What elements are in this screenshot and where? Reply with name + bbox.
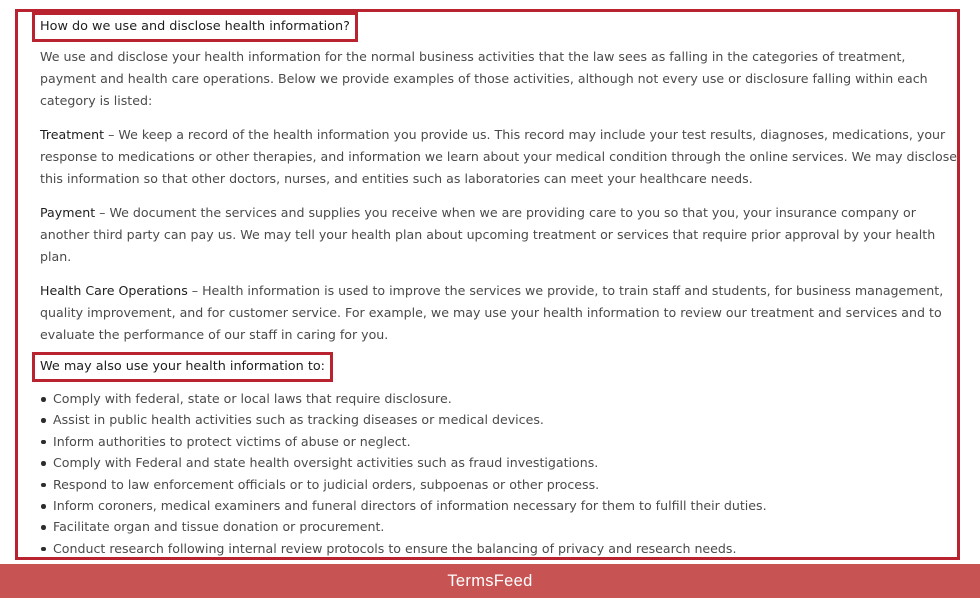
section-heading-use-disclose: How do we use and disclose health information? xyxy=(32,12,358,42)
list-item: Facilitate organ and tissue donation or procurement. xyxy=(53,516,960,537)
list-item: Comply with federal, state or local laws that require disclosure. xyxy=(53,388,960,409)
list-item: Inform authorities to protect victims of abuse or neglect. xyxy=(53,431,960,452)
section-heading-other-uses: We may also use your health information to: xyxy=(32,352,333,382)
list-item: Conduct research following internal review protocols to ensure the balancing of privacy and research needs. xyxy=(53,538,960,559)
payment-term: Payment xyxy=(40,205,96,220)
brand-name: TermsFeed xyxy=(447,572,533,590)
list-item: Inform coroners, medical examiners and funeral directors of information necessary for them to fulfill their duties. xyxy=(53,495,960,516)
brand-footer xyxy=(0,564,980,598)
operations-text: – Health information is used to improve the services we provide, to train staff and students, for business management, quality improvement, and for customer service. For example, we may use your health information to review our treatment and services and to evaluate the performance of our staff in caring for you. xyxy=(40,283,944,342)
payment-paragraph xyxy=(40,202,960,268)
list-item: Assist in public health activities such as tracking diseases or medical devices. xyxy=(53,409,960,430)
operations-term: Health Care Operations xyxy=(40,283,188,298)
intro-paragraph: We use and disclose your health information for the normal business activities that the law sees as falling in the categories of treatment, payment and health care operations. Below we provide examples of those activities, although not every use or disclosure falling within each category is listed: xyxy=(40,49,928,108)
payment-text: – We document the services and supplies you receive when we are providing care to you so that you, your insurance company or another third party can pay us. We may tell your health plan about upcoming treatment or services that require prior approval by your health plan. xyxy=(40,205,936,264)
treatment-term: Treatment xyxy=(40,127,105,142)
other-uses-list xyxy=(40,388,960,559)
treatment-paragraph xyxy=(40,124,960,190)
list-item: Comply with Federal and state health oversight activities such as fraud investigations. xyxy=(53,452,960,473)
list-item: Respond to law enforcement officials or to judicial orders, subpoenas or other process. xyxy=(53,474,960,495)
operations-paragraph xyxy=(40,280,960,346)
policy-content xyxy=(40,12,960,559)
treatment-text: – We keep a record of the health information you provide us. This record may include your test results, diagnoses, medications, your response to medications or other therapies, and information we learn about your medical condition through the online services. We may disclose this information so that other doctors, nurses, and entities such as laboratories can meet your healthcare needs. xyxy=(40,127,958,186)
